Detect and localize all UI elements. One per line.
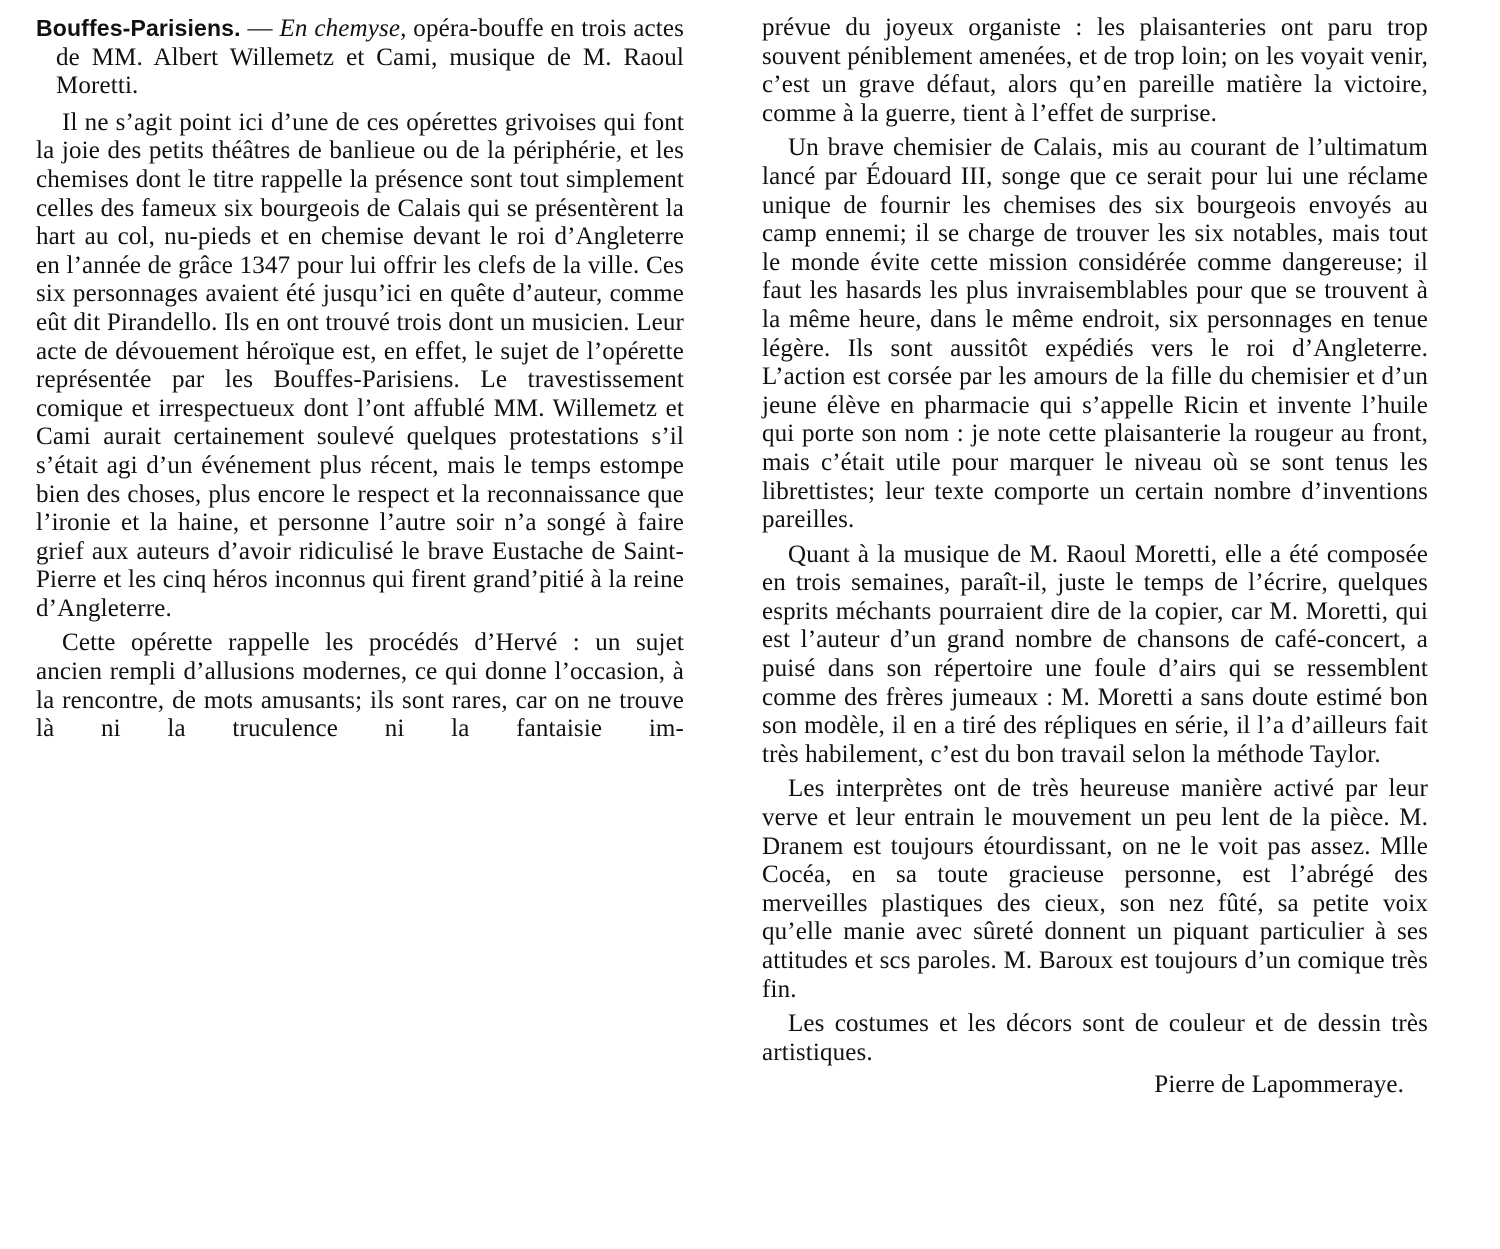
author-signature: Pierre de Lapommeraye. — [1154, 1071, 1404, 1099]
heading-credits: opéra-bouffe en trois actes de MM. Albert Willemetz et Cami, musique de M. Raoul Moretti. — [56, 15, 684, 100]
paragraph: Un brave chemisier de Calais, mis au courant de l’ultimatum lancé par Édouard III, songe que ce serait pour lui une réclame unique de fournir les chemises des six bourgeois envoyés au camp ennemi; il se charge de trouver les six notables, mais tout le monde évite cette mission considérée comme dangereuse; il faut les hasards les plus invraisemblables pour que se trouvent à la même heure, dans le même endroit, six personnages en tenue légère. Ils sont aussitôt expédiés vers le roi d’Angleterre. L’action est corsée par les amours de la fille du chemisier et d’un jeune élève en pharmacie qui s’appelle Ricin et invente l’huile qui porte son nom : je note cette plaisanterie la rougeur au front, mais c’était utile pour marquer le niveau où se sont tenus les librettistes; leur texte comporte un certain nombre d’inventions pareilles. — [762, 134, 1428, 534]
paragraph: Quant à la musique de M. Raoul Moretti, elle a été composée en trois semaines, paraît-il, juste le temps de l’écrire, quelques esprits méchants pourraient dire de la copier, car M. Moretti, qui est l’auteur d’un grand nombre de chansons de café-concert, a puisé dans son répertoire une foule d’airs qui se ressemblent comme des frères jumeaux : M. Moretti a sans doute estimé bon son modèle, il en a tiré des répliques en série, il l’a d’ailleurs fait très habilement, c’est du bon travail selon la méthode Taylor. — [762, 540, 1428, 768]
paragraph: Les costumes et les décors sont de couleur et de dessin très artistiques. — [762, 1010, 1428, 1066]
right-column — [762, 14, 1428, 1100]
review-heading — [36, 14, 684, 101]
paragraph: Les interprètes ont de très heureuse manière activé par leur verve et leur entrain le mouvement un peu lent de la pièce. M. Dranem est toujours étourdissant, on ne le voit pas assez. Mlle Cocéa, en sa toute gracieuse personne, est l’abrégé des merveilles plastiques des cieux, son nez fûté, sa petite voix qu’elle manie avec sûreté donnent un piquant particulier à ses attitudes et scs paroles. M. Baroux est toujours d’un comique très fin. — [762, 775, 1428, 1003]
heading-dash: — — [240, 15, 280, 42]
paragraph: Il ne s’agit point ici d’une de ces opérettes grivoises qui font la joie des petits théâtres de banlieue ou de la périphérie, et les chemises dont le titre rappelle la présence sont tout simplement celles des fameux six bourgeois de Calais qui se présentèrent la hart au col, nu-pieds et en chemise devant le roi d’Angleterre en l’année de grâce 1347 pour lui offrir les clefs de la ville. Ces six personnages avaient été jusqu’ici en quête d’auteur, comme eût dit Pirandello. Ils en ont trouvé trois dont un musicien. Leur acte de dévouement héroïque est, en effet, le sujet de l’opérette représentée par les Bouffes-Parisiens. Le travestissement comique et irrespectueux dont l’ont affublé MM. Willemetz et Cami aurait certainement soulevé quelques protestations s’il s’était agi d’un événement plus récent, mais le temps estompe bien des choses, plus encore le respect et la reconnaissance que l’ironie et la haine, et personne l’autre soir n’a songé à faire grief aux auteurs d’avoir ridiculisé le brave Eustache de Saint-Pierre et les cinq héros inconnus qui firent grand’pitié à la reine d’Angleterre. — [36, 108, 684, 622]
theatre-name: Bouffes-Parisiens. — [36, 15, 241, 41]
play-title: En chemyse, — [279, 15, 407, 42]
left-column — [36, 14, 684, 750]
paragraph: Cette opérette rappelle les procédés d’Hervé : un sujet ancien rempli d’allusions modernes, ce qui donne l’occasion, à la rencontre, de mots amusants; ils sont rares, car on ne trouve là ni la truculence ni la fantaisie im- — [36, 629, 684, 743]
paragraph-continuation: prévue du joyeux organiste : les plaisanteries ont paru trop souvent péniblement amenées, et de trop loin; on les voyait venir, c’est un grave défaut, alors qu’en pareille matière la victoire, comme à la guerre, tient à l’effet de surprise. — [762, 14, 1428, 127]
